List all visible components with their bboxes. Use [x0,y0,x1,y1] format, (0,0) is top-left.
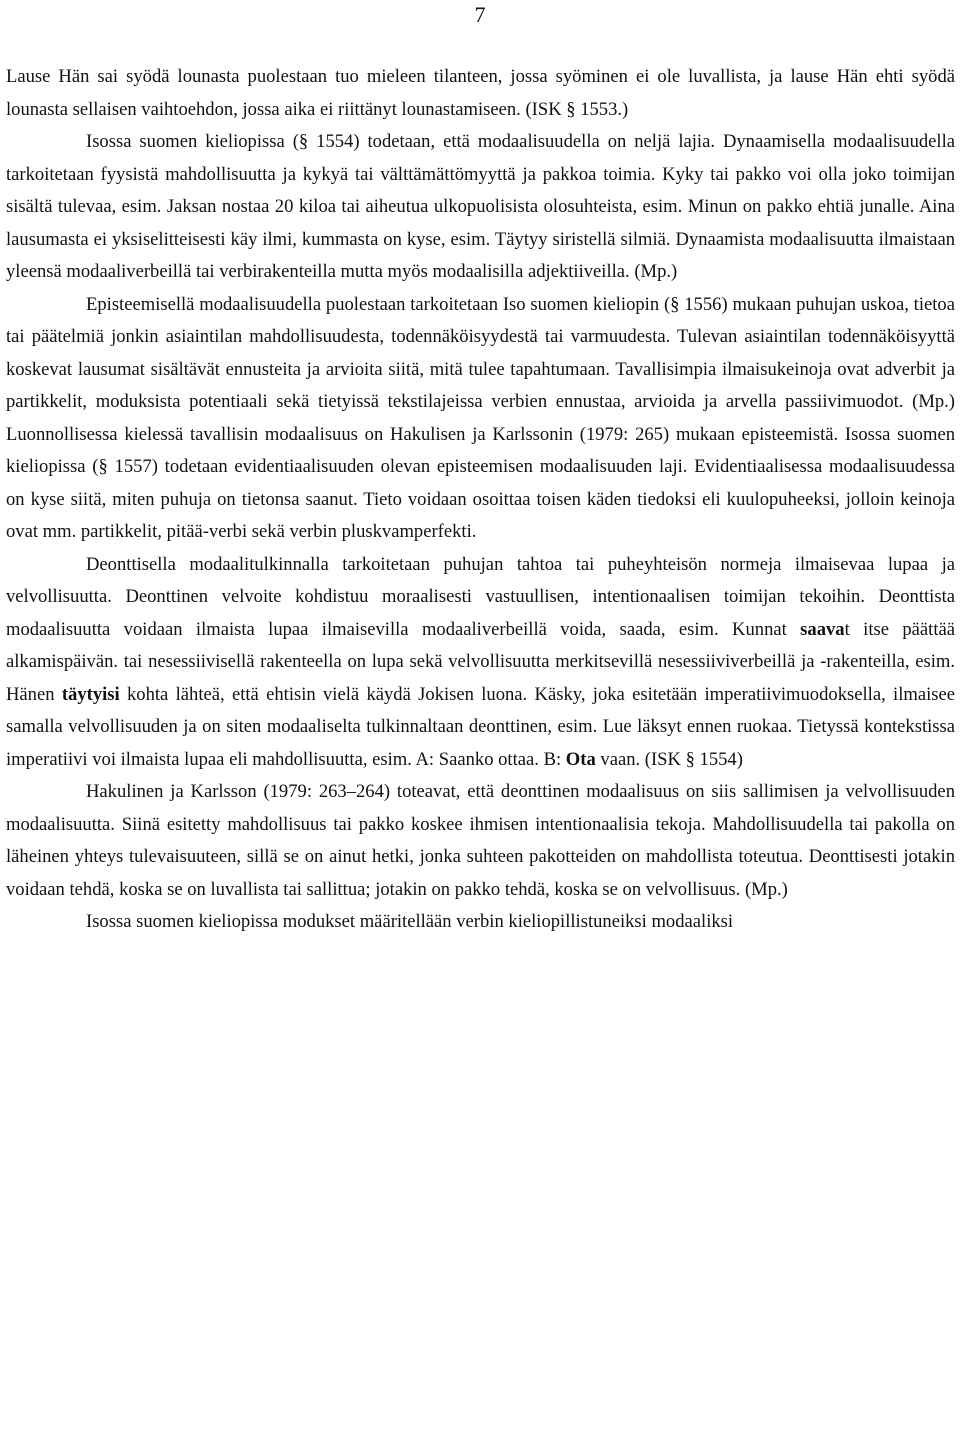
document-body [6,61,955,939]
paragraph-4-bold-taytyisi: täytyisi [61,683,120,705]
paragraph-6: Isossa suomen kieliopissa modukset määritellään verbin kieliopillistuneiksi modaaliksi [86,911,734,932]
paragraph-2: Isossa suomen kieliopissa (§ 1554) todetaan, että modaalisuudella on neljä lajia. Dynaamisella modaalisuudella tarkoitetaan fyysistä mahdollisuutta ja kykyä tai välttämättömyyttä ja pakkoa toimia. Kyky tai pakko voi olla joko toimijan sisältä tulevaa, esim. Jaksan nostaa 20 kiloa tai aiheutua ulkopuolisista olosuhteista, esim. Minun on pakko ehtiä junalle. Aina lausumasta ei yksiselitteisesti käy ilmi, kummasta on kyse, esim. Täytyy siristellä silmiä. Dynaamista modaalisuutta ilmaistaan yleensä modaaliverbeillä tai verbirakenteilla mutta myös modaalisilla adjektiiveilla. (Mp.) [6,131,955,282]
page-number: 7 [474,2,486,27]
paragraph-4-text-c: kohta lähteä, että ehtisin vielä käydä Jokisen luona. Käsky, joka esitetään imperatiivimuodoksella, ilmaisee samalla velvollisuuden ja on siten modaaliselta tulkinnaltaan deonttinen, esim. Lue läksyt ennen ruokaa. Tietyssä kontekstissa imperatiivi voi ilmaista lupaa eli mahdollisuutta, esim. A: Saanko ottaa. B: [6,683,955,770]
paragraph-5: Hakulinen ja Karlsson (1979: 263–264) toteavat, että deonttinen modaalisuus on siis sallimisen ja velvollisuuden modaalisuutta. Siinä esitetty mahdollisuus tai pakko koskee ihmisen intentionaalisia tekoja. Mahdollisuudella tai pakolla on läheinen yhteys tulevaisuuteen, sillä se on ainut hetki, jonka suhteen pakotteiden on mahdollista toteutua. Deonttisesti jotakin voidaan tehdä, koska se on luvallista tai sallittua; jotakin on pakko tehdä, koska se on velvollisuus. (Mp.) [6,781,955,900]
paragraph-4-text-b: t itse päättää alkamispäivän. tai nesessiivisellä rakenteella on lupa sekä velvollisuutta merkitsevillä nesessiiviverbeillä ja -rakenteilla, esim. Hänen [6,618,955,705]
paragraph-4-bold-saava: saava [800,618,845,640]
paragraph-3: Episteemisellä modaalisuudella puolestaan tarkoitetaan Iso suomen kieliopin (§ 1556) mukaan puhujan uskoa, tietoa tai päätelmiä jonkin asiaintilan mahdollisuudesta, todennäköisyydestä tai varmuudesta. Tulevan asiaintilan todennäköisyyttä koskevat lausumat sisältävät ennusteita ja arvioita siitä, mitä tulee tapahtumaan. Tavallisimpia ilmaisukeinoja ovat adverbit ja partikkelit, moduksista potentiaali sekä tietyissä tekstilajeissa verbien ennustaa, arvioida ja arvella passiivimuodot. (Mp.) Luonnollisessa kielessä tavallisin modaalisuus on Hakulisen ja Karlssonin (1979: 265) mukaan episteemistä. Isossa suomen kieliopissa (§ 1557) todetaan evidentiaalisuuden olevan episteemisen modaalisuuden laji. Evidentiaalisessa modaalisuudessa on kyse siitä, miten puhuja on tietonsa saanut. Tieto voidaan osoittaa toisen käden tiedoksi eli kuulopuheeksi, jolloin keinoja ovat mm. partikkelit, pitää-verbi sekä verbin pluskvamperfekti. [6,293,955,542]
paragraph-4-text-d: vaan. (ISK § 1554) [595,748,743,770]
paragraph-4-bold-ota: Ota [565,748,596,770]
paragraph-1: Lause Hän sai syödä lounasta puolestaan tuo mieleen tilanteen, jossa syöminen ei ole luvallista, ja lause Hän ehti syödä lounasta sellaisen vaihtoehdon, jossa aika ei riittänyt lounastamiseen. (ISK § 1553.) [6,66,955,120]
paragraph-4 [6,549,955,777]
paragraph-4-text-a: Deonttisella modaalitulkinnalla tarkoitetaan puhujan tahtoa tai puheyhteisön normeja ilmaisevaa lupaa ja velvollisuutta. Deonttinen velvoite kohdistuu moraalisesti vastuullisen, intentionaalisen toimijan tekoihin. Deonttista modaalisuutta voidaan ilmaista lupaa ilmaisevilla modaaliverbeillä voida, saada, esim. Kunnat [6,553,955,640]
